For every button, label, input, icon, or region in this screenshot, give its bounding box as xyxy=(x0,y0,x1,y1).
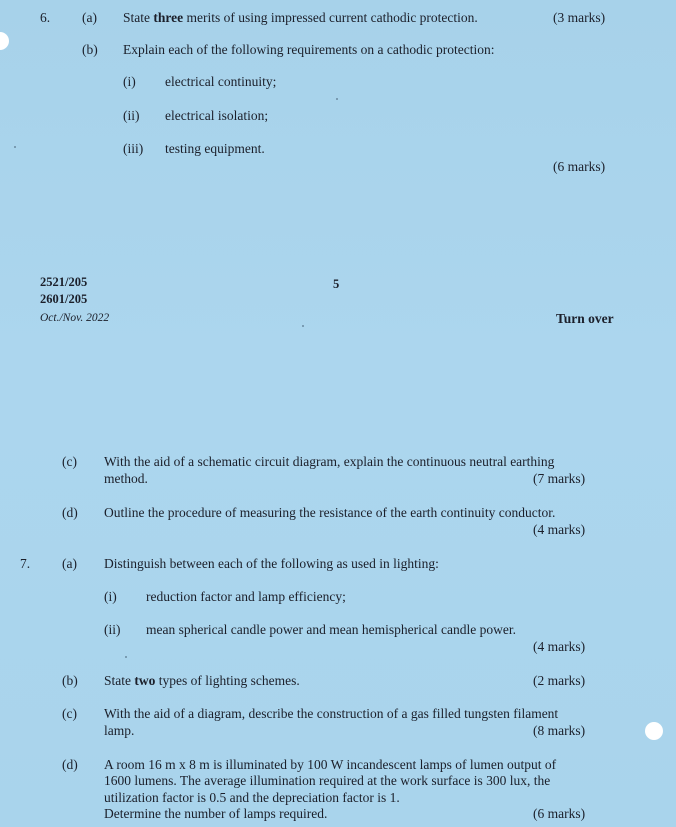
q7a-marks: (4 marks) xyxy=(533,639,586,654)
q6b-ii-label: (ii) xyxy=(123,108,140,123)
q7a-ii-text: mean spherical candle power and mean hemispherical candle power. xyxy=(146,622,516,637)
q6b-i-text: electrical continuity; xyxy=(165,74,277,89)
q6d-text: Outline the procedure of measuring the resistance of the earth continuity conductor. xyxy=(104,505,556,520)
q7d-line3: utilization factor is 0.5 and the depreciation factor is 1. xyxy=(104,790,400,805)
paper-code-1: 2521/205 xyxy=(40,275,88,289)
q6a-label: (a) xyxy=(82,10,97,25)
punch-hole-top xyxy=(0,32,9,50)
q7b-label: (b) xyxy=(62,673,78,688)
q7-number: 7. xyxy=(20,556,31,571)
q7c-line1: With the aid of a diagram, describe the construction of a gas filled tungsten filament xyxy=(104,706,559,721)
page-number: 5 xyxy=(333,277,340,291)
speck xyxy=(302,325,304,327)
q7a-text: Distinguish between each of the following as used in lighting: xyxy=(104,556,439,571)
q6d-marks: (4 marks) xyxy=(533,522,586,537)
q7a-ii-label: (ii) xyxy=(104,622,121,637)
q7b-marks: (2 marks) xyxy=(533,673,586,688)
q7b-text: State two types of lighting schemes. xyxy=(104,673,300,688)
q7d-line1: A room 16 m x 8 m is illuminated by 100 W incandescent lamps of lumen output of xyxy=(104,757,557,772)
q6b-iii-text: testing equipment. xyxy=(165,141,265,156)
speck xyxy=(14,146,16,148)
q6a-marks: (3 marks) xyxy=(553,10,606,25)
q7c-label: (c) xyxy=(62,706,77,721)
turn-over: Turn over xyxy=(556,311,614,326)
q7d-marks: (6 marks) xyxy=(533,806,586,821)
paper-code-2: 2601/205 xyxy=(40,292,88,306)
speck xyxy=(336,98,338,100)
q7a-i-label: (i) xyxy=(104,589,117,604)
q7d-line2: 1600 lumens. The average illumination required at the work surface is 300 lux, the xyxy=(104,773,551,788)
q7d-line4: Determine the number of lamps required. xyxy=(104,806,328,821)
q6b-label: (b) xyxy=(82,42,98,57)
q6c-line2: method. xyxy=(104,471,148,486)
q7d-label: (d) xyxy=(62,757,78,772)
q6b-marks: (6 marks) xyxy=(553,159,606,174)
q6b-iii-label: (iii) xyxy=(123,141,144,156)
q7a-label: (a) xyxy=(62,556,77,571)
q6b-i-label: (i) xyxy=(123,74,136,89)
punch-hole-bottom xyxy=(645,722,663,740)
q6b-text: Explain each of the following requirements on a cathodic protection: xyxy=(123,42,495,57)
q6-number: 6. xyxy=(40,10,51,25)
exam-date: Oct./Nov. 2022 xyxy=(40,312,110,324)
q6d-label: (d) xyxy=(62,505,78,520)
q6c-label: (c) xyxy=(62,454,77,469)
q7c-line2: lamp. xyxy=(104,723,135,738)
speck xyxy=(125,656,127,658)
q6c-marks: (7 marks) xyxy=(533,471,586,486)
q7a-i-text: reduction factor and lamp efficiency; xyxy=(146,589,346,604)
q6c-line1: With the aid of a schematic circuit diagram, explain the continuous neutral earthing xyxy=(104,454,555,469)
q6a-text: State three merits of using impressed current cathodic protection. xyxy=(123,10,478,25)
q7c-marks: (8 marks) xyxy=(533,723,586,738)
q6b-ii-text: electrical isolation; xyxy=(165,108,269,123)
